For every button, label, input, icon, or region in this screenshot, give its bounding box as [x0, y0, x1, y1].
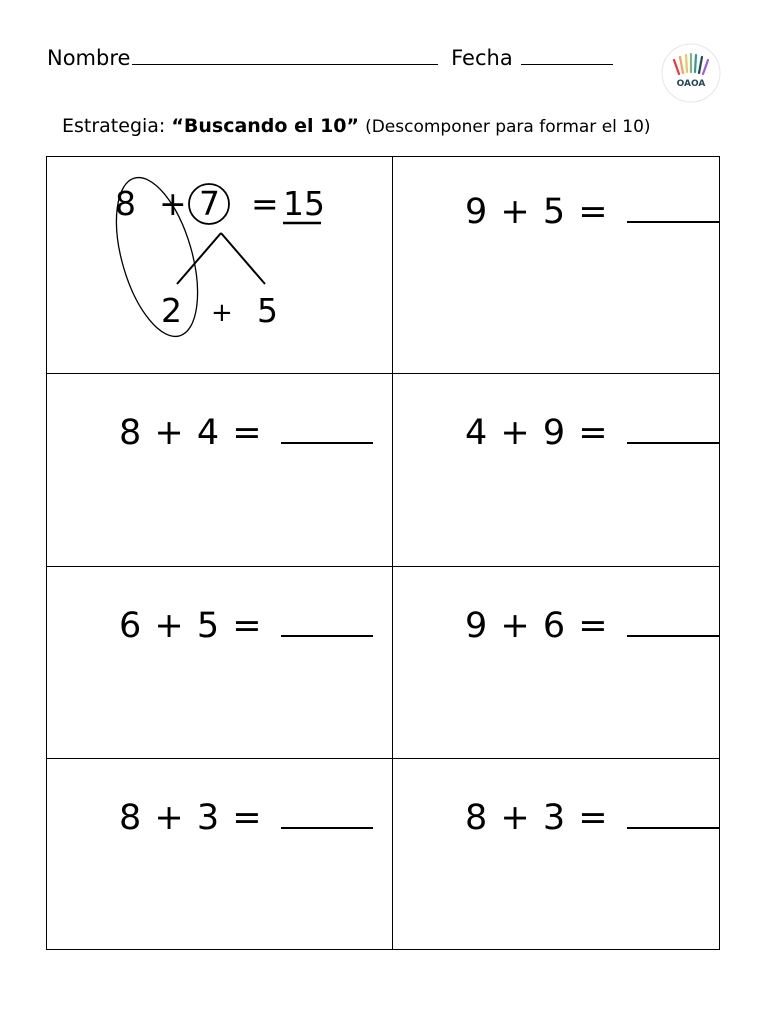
equation: 8 + 3 =: [465, 793, 719, 838]
example-cell: [47, 157, 393, 374]
example-diagram: [47, 157, 393, 374]
branch-right: [221, 233, 265, 284]
branch-left: [177, 233, 221, 284]
equation: 4 + 9 =: [465, 408, 719, 453]
problem-cell-2: [47, 374, 393, 567]
logo-text: OAOA: [676, 79, 706, 89]
date-label: Fecha: [451, 46, 513, 70]
equation: 6 + 5 =: [119, 601, 373, 646]
example-b: 7: [199, 184, 220, 223]
answer-blank[interactable]: [281, 793, 373, 829]
example-equals: =: [251, 184, 279, 223]
oaoa-logo-icon: [660, 42, 722, 104]
equation: 8 + 4 =: [119, 408, 373, 453]
strategy-subtitle: (Descomponer para formar el 10): [365, 117, 651, 137]
equation: 9 + 6 =: [465, 601, 719, 646]
example-plus: +: [159, 184, 187, 223]
answer-blank[interactable]: [627, 408, 719, 444]
problem-cell-5: [393, 567, 719, 759]
answer-blank[interactable]: [281, 601, 373, 637]
problem-cell-1: [393, 157, 719, 374]
equation: 9 + 5 =: [465, 187, 719, 232]
equation: 8 + 3 =: [119, 793, 373, 838]
example-part1: 2: [161, 291, 182, 330]
example-part-plus: +: [211, 298, 233, 328]
problem-grid: [46, 156, 720, 950]
name-label: Nombre: [47, 46, 131, 70]
answer-blank[interactable]: [627, 187, 719, 223]
problem-cell-7: [393, 759, 719, 949]
strategy-line: [62, 115, 742, 137]
problem-cell-6: [47, 759, 393, 949]
date-field[interactable]: [521, 44, 613, 65]
header: [47, 44, 647, 74]
strategy-label: Estrategia:: [62, 115, 166, 137]
strategy-title: “Buscando el 10”: [171, 115, 360, 137]
example-part2: 5: [257, 291, 278, 330]
example-a: 8: [115, 184, 136, 223]
answer-blank[interactable]: [627, 793, 719, 829]
answer-blank[interactable]: [627, 601, 719, 637]
name-field[interactable]: [132, 44, 438, 65]
problem-cell-4: [47, 567, 393, 759]
answer-blank[interactable]: [281, 408, 373, 444]
example-result: 15: [283, 184, 325, 223]
problem-cell-3: [393, 374, 719, 567]
